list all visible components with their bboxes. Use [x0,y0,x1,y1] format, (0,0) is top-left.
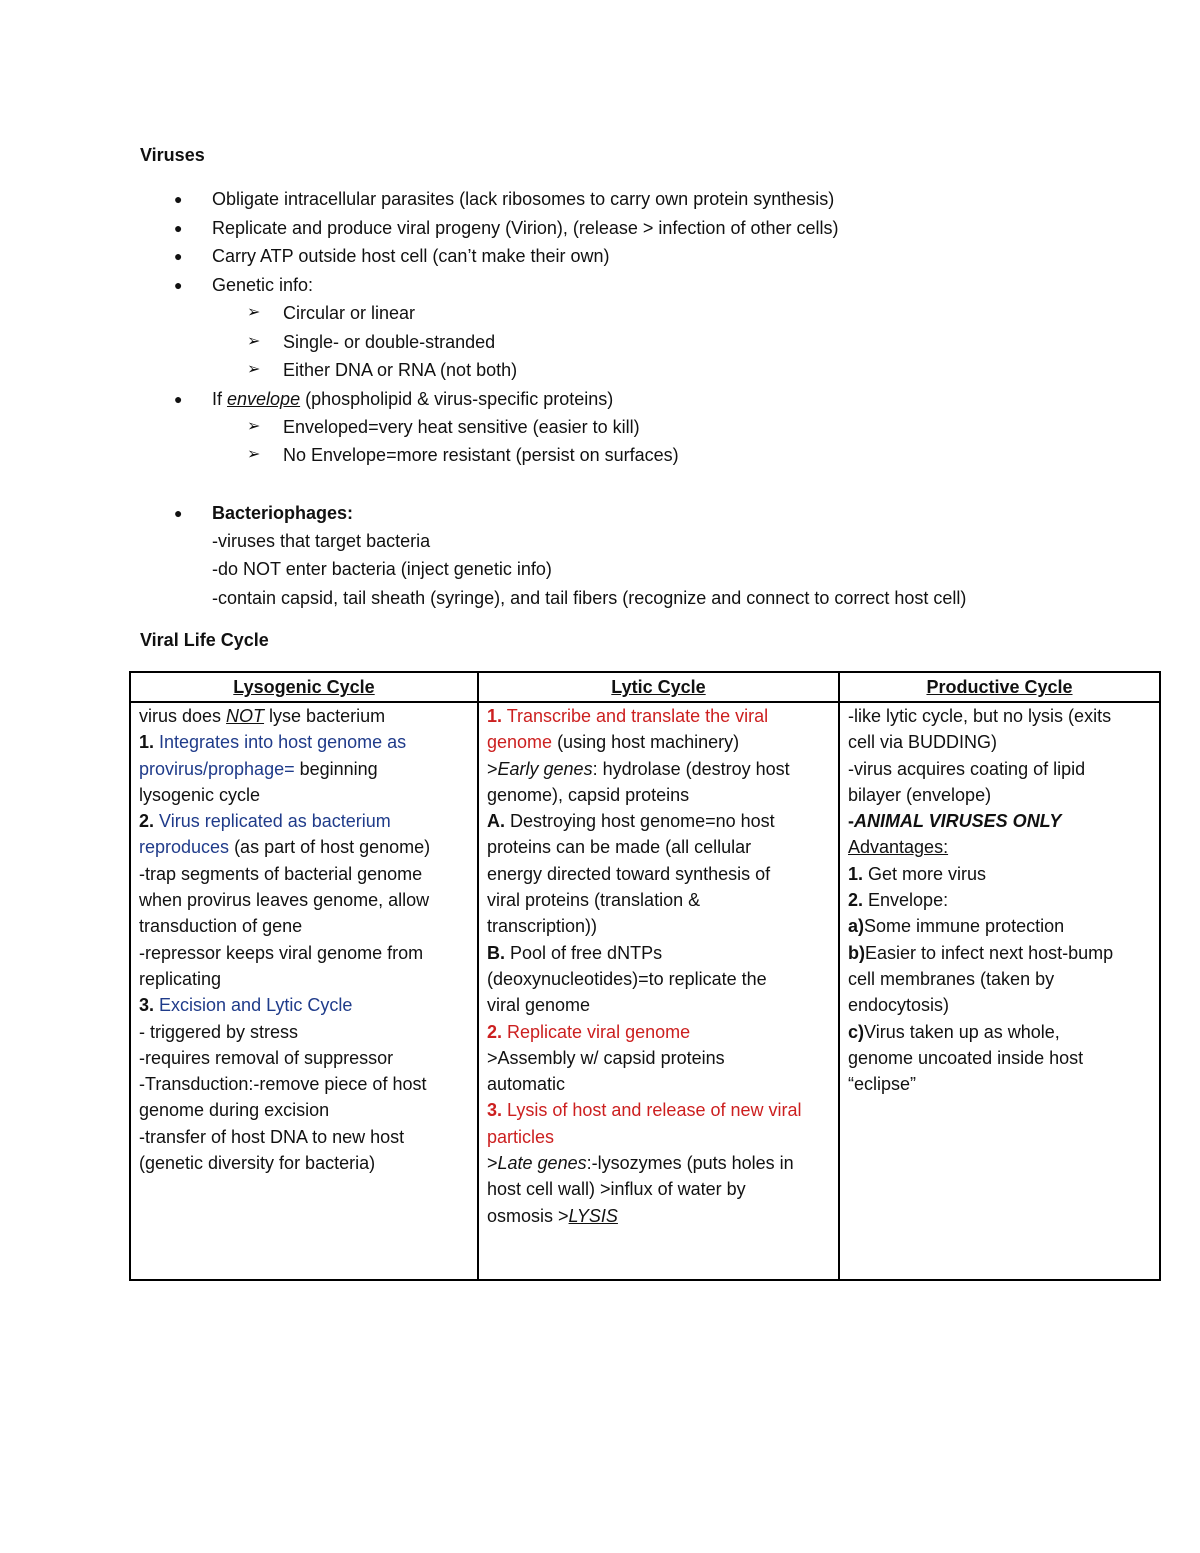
cell-line: bilayer (envelope) [848,784,992,805]
bullet-envelope [212,388,613,410]
cell-line [139,992,469,1018]
text: Pool of free dNTPs [505,942,663,963]
cell-line: >Assembly w/ capsid proteins [487,1047,725,1068]
arrow-bullet-icon: ➢ [247,333,261,350]
column-header: Productive Cycle [839,672,1160,702]
envelope-suffix: (phospholipid & virus-specific proteins) [300,389,614,409]
text: : hydrolase (destroy host [592,758,790,779]
cell-line: automatic [487,1074,566,1095]
text: - [848,811,854,832]
bullet-icon: ● [174,277,183,293]
text: > [487,1153,498,1174]
cell-line [848,913,1151,939]
cell-line: cell membranes (taken by [848,968,1055,989]
cell-line: - triggered by stress [139,1021,299,1042]
text: Transcribe and translate the viral [502,706,769,726]
cell-line: host cell wall) >influx of water by [487,1179,746,1200]
bullet-text: Carry ATP outside host cell (can’t make their own) [212,246,610,266]
cell-line [848,1019,1151,1045]
envelope-prefix: If [212,389,228,409]
step-letter: b) [848,942,865,963]
cell-line: -trap segments of bacterial genome [139,863,423,884]
text: reproduces [139,837,230,858]
cell-line: genome during excision [139,1100,330,1121]
step-letter: a) [848,916,865,937]
cell-line [487,756,830,782]
cell-line: genome), capsid proteins [487,784,690,805]
cell-line: “eclipse” [848,1074,917,1095]
step-number: 2. [848,890,864,911]
page-title: Viruses [140,145,205,165]
cell-line [487,1019,830,1045]
text: Virus taken up as whole, [864,1021,1060,1042]
bacteriophage-line: -do NOT enter bacteria (inject genetic info) [212,559,552,579]
text: Replicate viral genome [502,1021,691,1042]
sub-bullet-text: Enveloped=very heat sensitive (easier to kill) [283,417,640,437]
lytic-cell [478,702,839,1280]
sub-bullet-text: No Envelope=more resistant (persist on surfaces) [283,445,679,465]
cell-line: (deoxynucleotides)=to replicate the [487,968,767,989]
text: Get more virus [863,863,987,884]
life-cycle-table [129,671,1161,1281]
cell-line [487,1097,830,1123]
text: virus does [139,706,227,726]
bacteriophage-line: -viruses that target bacteria [212,531,431,551]
lysogenic-cell [130,702,478,1280]
bacteriophages-label: Bacteriophages: [212,503,354,523]
cell-line: proteins can be made (all cellular [487,837,752,858]
bacteriophage-line: -contain capsid, tail sheath (syringe), and tail fibers (recognize and connect to correct host cell) [212,588,967,608]
cell-line: transcription)) [487,916,598,937]
step-number: 1. [139,732,155,753]
cell-line [487,729,830,755]
cell-line: -repressor keeps viral genome from [139,942,424,963]
text: :-lysozymes (puts holes in [586,1153,794,1174]
cell-line: -transfer of host DNA to new host [139,1126,405,1147]
column-header: Lytic Cycle [478,672,839,702]
cell-line [487,808,830,834]
text: Excision and Lytic Cycle [154,995,353,1016]
step-letter: A. [487,811,505,832]
text: osmosis > [487,1205,569,1226]
cell-line: when provirus leaves genome, allow [139,890,430,911]
text: > [487,758,498,779]
cell-line [487,703,830,729]
step-letter: c) [848,1021,865,1042]
bullet-icon: ● [174,191,183,207]
cell-line [848,887,1151,913]
step-number: 2. [487,1021,503,1042]
table-row [130,702,1160,1280]
text: (as part of host genome) [229,837,431,858]
arrow-bullet-icon: ➢ [247,446,261,463]
cell-line [848,940,1151,966]
text: Virus replicated as bacterium [154,811,391,832]
text: Late genes [497,1153,587,1174]
cell-line: transduction of gene [139,916,303,937]
text: Early genes [497,758,593,779]
bullet-icon: ● [174,248,183,264]
cell-line: energy directed toward synthesis of [487,863,771,884]
sub-bullet-text: Single- or double-stranded [283,332,496,352]
text: Lysis of host and release of new viral [502,1100,802,1121]
text: beginning [294,758,378,779]
text: Destroying host genome=no host [505,811,775,832]
cell-line [848,861,1151,887]
cell-line [848,808,1151,834]
cell-line: -Transduction:-remove piece of host [139,1074,427,1095]
cell-line: replicating [139,968,222,989]
step-number: 1. [487,706,503,726]
envelope-word: envelope [227,389,301,409]
step-number: 2. [139,811,155,832]
table-header-row [130,672,1160,702]
cell-line: endocytosis) [848,995,950,1016]
section-heading: Viral Life Cycle [140,630,269,650]
text: genome [487,732,553,753]
cell-line [139,756,469,782]
bullet-icon: ● [174,391,183,407]
column-header: Lysogenic Cycle [130,672,478,702]
text: LYSIS [568,1205,618,1226]
text: lyse bacterium [264,706,386,726]
sub-bullet-text: Either DNA or RNA (not both) [283,360,518,380]
cell-line [487,1203,830,1229]
cell-line: -like lytic cycle, but no lysis (exits [848,706,1112,726]
text: ANIMAL VIRUSES ONLY [854,811,1062,832]
cell-line: (genetic diversity for bacteria) [139,1153,376,1174]
bullet-icon: ● [174,220,183,236]
arrow-bullet-icon: ➢ [247,418,261,435]
cell-line [139,729,469,755]
step-number: 1. [848,863,864,884]
sub-bullet-text: Circular or linear [283,303,416,323]
text: Envelope: [863,890,949,911]
cell-line: Advantages: [848,837,949,858]
text: (using host machinery) [552,732,740,753]
bullet-icon: ● [174,505,183,521]
step-letter: B. [487,942,505,963]
cell-line [487,940,830,966]
text: Easier to infect next host-bump [865,942,1114,963]
arrow-bullet-icon: ➢ [247,361,261,378]
cell-line: -virus acquires coating of lipid [848,758,1086,779]
cell-line [487,1150,830,1176]
cell-line [139,703,469,729]
cell-line: cell via BUDDING) [848,732,998,753]
cell-line [139,834,469,860]
bullet-text: Obligate intracellular parasites (lack ribosomes to carry own protein synthesis) [212,189,835,209]
step-number: 3. [139,995,155,1016]
text: Some immune protection [864,916,1065,937]
productive-cell [839,702,1160,1280]
cell-line: lysogenic cycle [139,784,261,805]
arrow-bullet-icon: ➢ [247,304,261,321]
cell-line: viral proteins (translation & [487,890,701,911]
cell-line [139,808,469,834]
text: provirus/prophage= [139,758,295,779]
cell-line: -requires removal of suppressor [139,1047,394,1068]
cell-line: genome uncoated inside host [848,1047,1084,1068]
text: Integrates into host genome as [154,732,407,753]
step-number: 3. [487,1100,503,1121]
bullet-text: Genetic info: [212,275,314,295]
bullet-text: Replicate and produce viral progeny (Virion), (release > infection of other cells) [212,218,839,238]
cell-line: particles [487,1126,555,1147]
cell-line: viral genome [487,995,591,1016]
text: NOT [226,706,265,726]
